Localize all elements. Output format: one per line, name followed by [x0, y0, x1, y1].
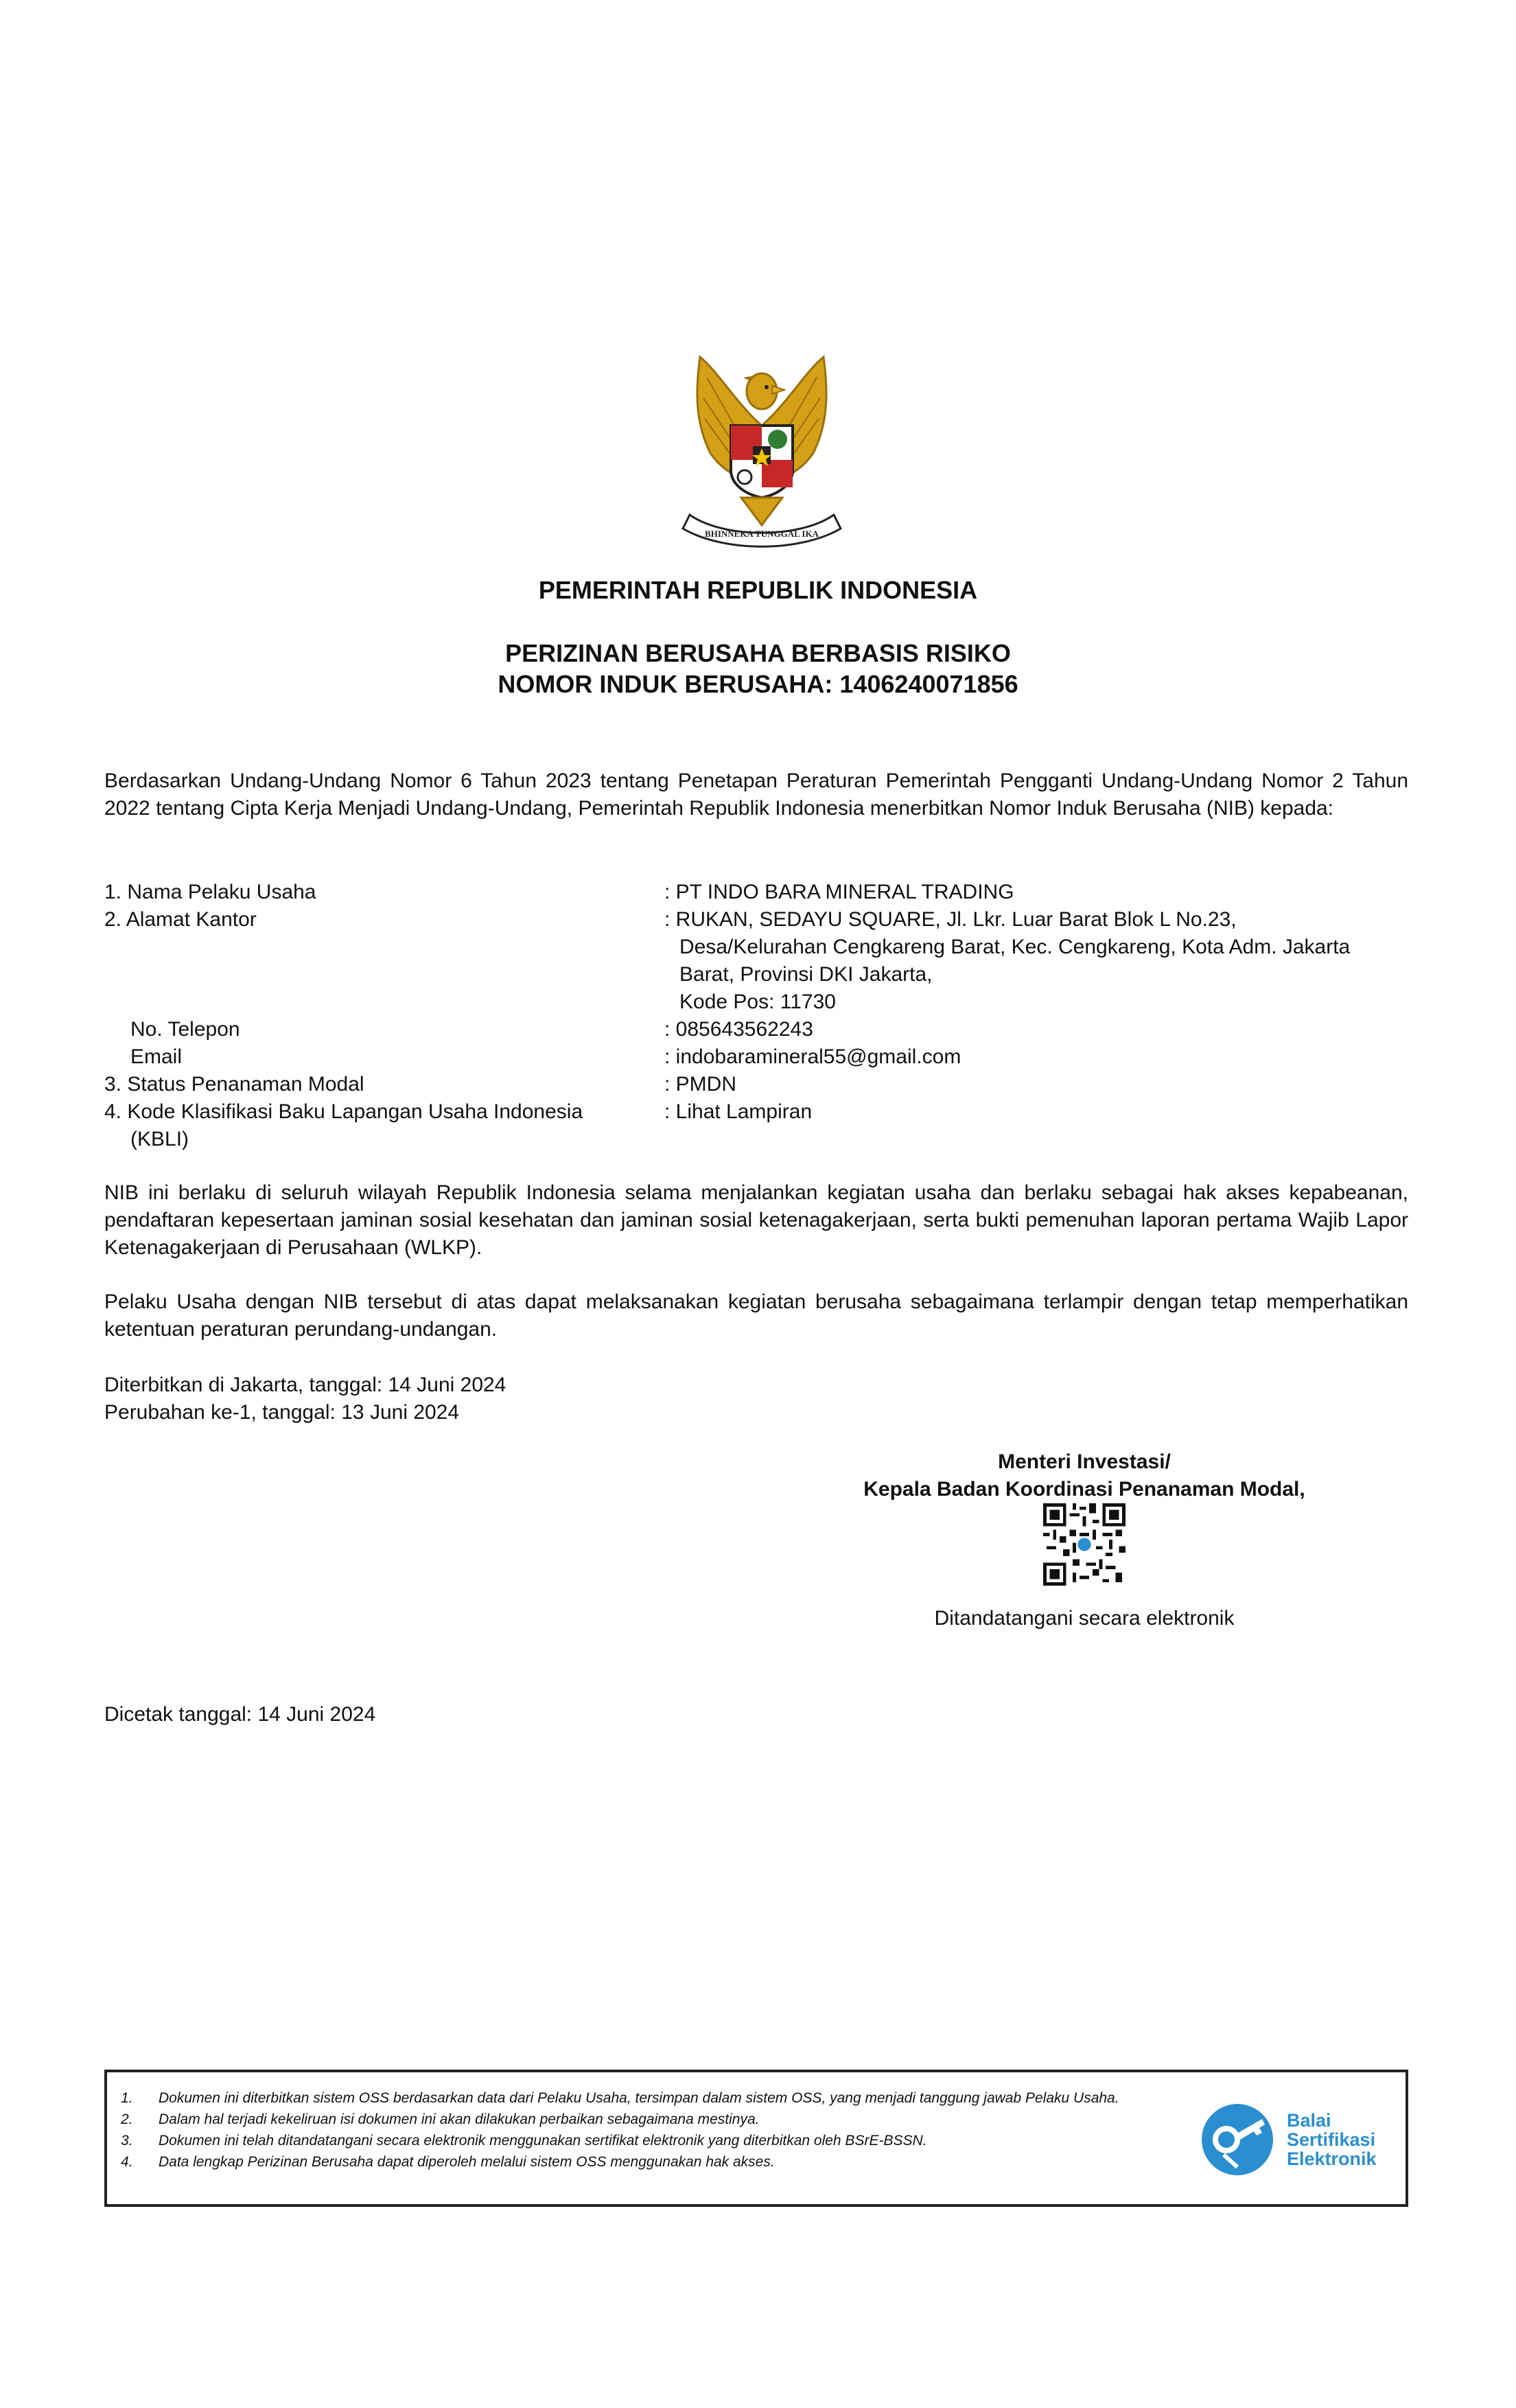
investment-status-label: 3. Status Penanaman Modal [104, 1073, 364, 1096]
phone-value: : 085643562243 [664, 1018, 813, 1041]
footnote-text: Data lengkap Perizinan Berusaha dapat diperoleh melalui sistem OSS menggunakan hak akses. [159, 2154, 775, 2170]
amendment-date: Perubahan ke-1, tanggal: 13 Juni 2024 [104, 1401, 460, 1424]
address-line-4: Kode Pos: 11730 [679, 991, 836, 1013]
bsre-logo [1196, 2098, 1385, 2181]
footnote-list [121, 2087, 1260, 2173]
footnote-item [121, 2130, 1260, 2151]
kbli-value: : Lihat Lampiran [664, 1100, 813, 1123]
footnote-item [121, 2109, 1260, 2130]
footnote-item [121, 2151, 1260, 2173]
qr-code [1043, 1503, 1126, 1586]
footnote-number: 2. [121, 2111, 133, 2127]
address-line-3: Barat, Provinsi DKI Jakarta, [679, 963, 933, 986]
validity-paragraph: NIB ini berlaku di seluruh wilayah Republik Indonesia selama menjalankan kegiatan usaha dan berlaku sebagai hak akses kepabeanan, pendaftaran kepesertaan jaminan sosial kesehatan dan jaminan sosial ketenagakerjaan, serta bukti pemenuhan laporan pertama Wajib Lapor Ketenagakerjaan di Perusahaan (WLKP). [104, 1181, 1408, 1259]
name-label: 1. Nama Pelaku Usaha [104, 881, 316, 903]
document-title: PERIZINAN BERUSAHA BERBASIS RISIKO [505, 639, 1011, 667]
footnote-box [104, 2070, 1408, 2207]
investment-status-value: : PMDN [664, 1073, 736, 1096]
footnote-number: 4. [121, 2154, 133, 2170]
kbli-label-suffix: (KBLI) [130, 1128, 189, 1150]
phone-label: No. Telepon [130, 1018, 240, 1041]
signatory-title-1-text: Menteri Investasi/ [998, 1450, 1171, 1473]
footnote-number: 3. [121, 2133, 133, 2149]
footnote-text: Dokumen ini telah ditandatangani secara elektronik menggunakan sertifikat elektronik yang diterbitkan oleh BSrE-BSSN. [159, 2133, 927, 2149]
issued-date: Diterbitkan di Jakarta, tanggal: 14 Juni 2024 [104, 1374, 506, 1396]
signatory-title-2-text: Kepala Badan Koordinasi Penanaman Modal, [863, 1478, 1305, 1501]
email-label: Email [130, 1045, 183, 1068]
signatory-title-1 [844, 1448, 1325, 1476]
intro-paragraph: Berdasarkan Undang-Undang Nomor 6 Tahun 2023 tentang Penetapan Peraturan Pemerintah Pengganti Undang-Undang Nomor 2 Tahun 2022 tentang Cipta Kerja Menjadi Undang-Undang, Pemerintah Republik Indonesia menerbitkan Nomor Induk Berusaha (NIB) kepada: [104, 769, 1408, 820]
email-value: : indobaramineral55@gmail.com [664, 1045, 961, 1068]
print-date: Dicetak tanggal: 14 Juni 2024 [104, 1703, 376, 1726]
nib-number: NOMOR INDUK BERUSAHA: 1406240071856 [498, 670, 1018, 698]
bsre-line-3: Elektronik [1287, 2149, 1377, 2169]
kbli-label: 4. Kode Klasifikasi Baku Lapangan Usaha Indonesia [104, 1100, 583, 1123]
address-label: 2. Alamat Kantor [104, 908, 257, 931]
address-line-1: : RUKAN, SEDAYU SQUARE, Jl. Lkr. Luar Barat Blok L No.23, [664, 908, 1237, 931]
emblem-motto: BHINNEKA TUNGGAL IKA [705, 529, 819, 539]
signatory-title-2 [844, 1476, 1325, 1503]
bsre-logo-text [1287, 2111, 1377, 2168]
footnote-item [121, 2087, 1260, 2109]
bsre-line-2: Sertifikasi [1287, 2129, 1376, 2150]
footnote-text: Dalam hal terjadi kekeliruan isi dokumen ini akan dilakukan perbaikan sebagaimana mestinya. [159, 2111, 760, 2127]
government-heading: PEMERINTAH REPUBLIK INDONESIA [538, 576, 978, 604]
bsre-line-1: Balai [1287, 2110, 1331, 2131]
name-value: : PT INDO BARA MINERAL TRADING [664, 881, 1014, 903]
footnote-text: Dokumen ini diterbitkan sistem OSS berdasarkan data dari Pelaku Usaha, tersimpan dalam sistem OSS, yang menjadi tanggung jawab Pelaku Usaha. [159, 2090, 1119, 2106]
garuda-pancasila-emblem [669, 343, 854, 549]
address-line-2: Desa/Kelurahan Cengkareng Barat, Kec. Cengkareng, Kota Adm. Jakarta [679, 936, 1351, 958]
bsre-key-icon [1196, 2098, 1279, 2181]
activity-paragraph: Pelaku Usaha dengan NIB tersebut di atas dapat melaksanakan kegiatan berusaha sebagaimana terlampir dengan tetap memperhatikan ketentuan peraturan perundang-undangan. [104, 1290, 1408, 1341]
footnote-number: 1. [121, 2090, 133, 2106]
electronic-signature-note: Ditandatangani secara elektronik [934, 1607, 1235, 1630]
